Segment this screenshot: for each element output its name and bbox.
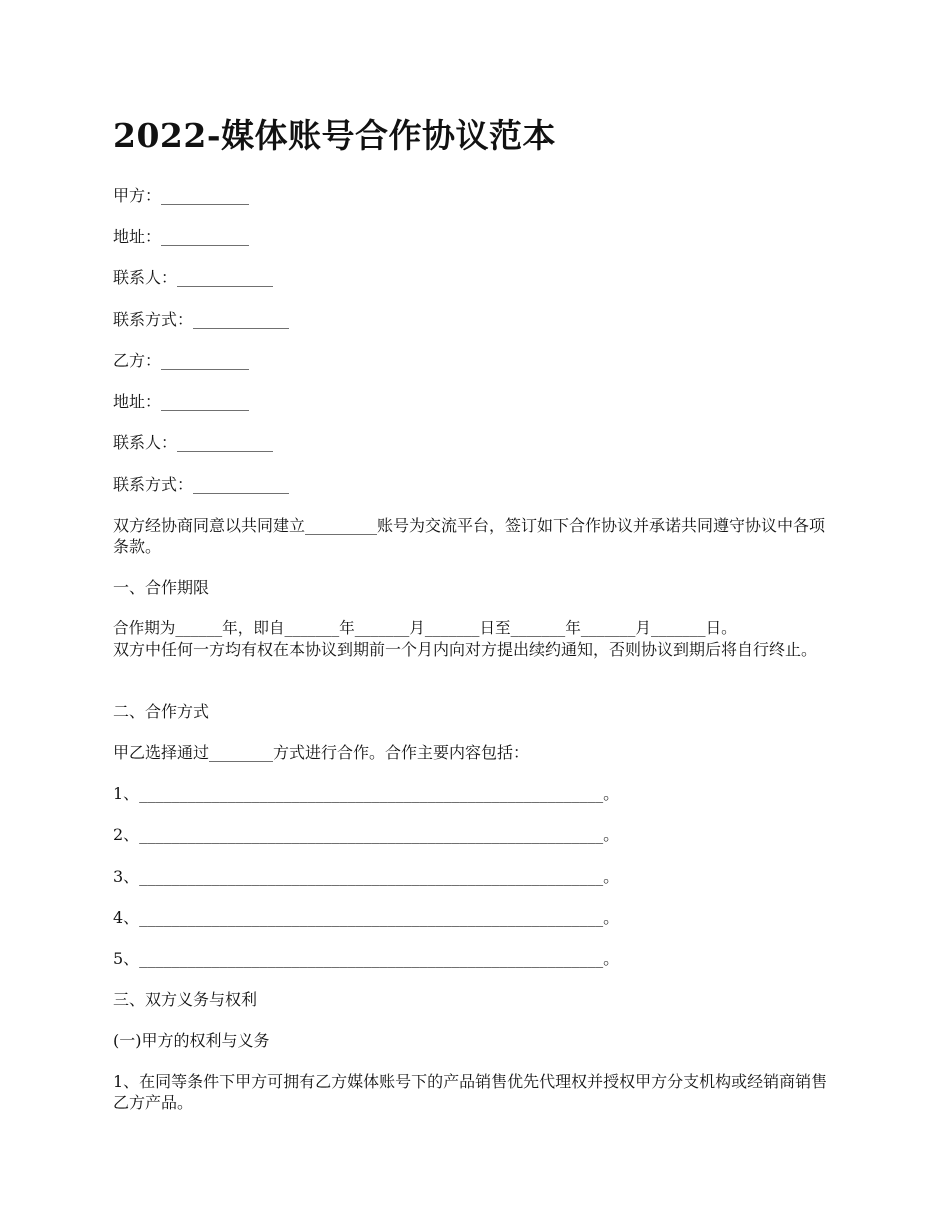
list-item: 2、__________________________________________________________。 xyxy=(113,825,620,844)
party-b-contact: 联系人：____________ xyxy=(113,433,274,452)
party-b-name: 乙方：___________ xyxy=(113,351,250,370)
intro-paragraph: 双方经协商同意以共同建立_________账号为交流平台，签订如下合作协议并承诺共同遵守协议中各项条款。 xyxy=(113,516,826,556)
party-a-address: 地址：___________ xyxy=(113,227,250,246)
section1-term-line: 合作期为______年，即自_______年_______月_______日至_______年_______月_______日。 xyxy=(113,619,737,637)
section3-clause-1: 1、在同等条件下甲方可拥有乙方媒体账号下的产品销售优先代理权并授权甲方分支机构或经销商销售乙方产品。 xyxy=(113,1072,828,1112)
document-title: 2022-媒体账号合作协议范本 xyxy=(113,116,557,155)
section1-renewal-text: 双方中任何一方均有权在本协议到期前一个月内向对方提出续约通知，否则协议到期后将自行终止。 xyxy=(113,640,818,659)
party-a-contact-method: 联系方式：____________ xyxy=(113,310,290,329)
section2-heading: 二、合作方式 xyxy=(113,702,210,721)
party-a-name: 甲方：___________ xyxy=(113,186,250,205)
list-item: 5、__________________________________________________________。 xyxy=(113,949,620,968)
section2-body: 甲乙选择通过________方式进行合作。合作主要内容包括： xyxy=(113,743,530,762)
list-item: 3、__________________________________________________________。 xyxy=(113,867,620,886)
section1-heading: 一、合作期限 xyxy=(113,578,210,597)
section3-sub-heading: (一)甲方的权利与义务 xyxy=(113,1031,270,1050)
list-item: 1、__________________________________________________________。 xyxy=(113,784,620,803)
list-item: 4、__________________________________________________________。 xyxy=(113,908,620,927)
party-a-contact: 联系人：____________ xyxy=(113,268,274,287)
section3-heading: 三、双方义务与权利 xyxy=(113,990,258,1009)
party-b-contact-method: 联系方式：____________ xyxy=(113,475,290,494)
party-b-address: 地址：___________ xyxy=(113,392,250,411)
